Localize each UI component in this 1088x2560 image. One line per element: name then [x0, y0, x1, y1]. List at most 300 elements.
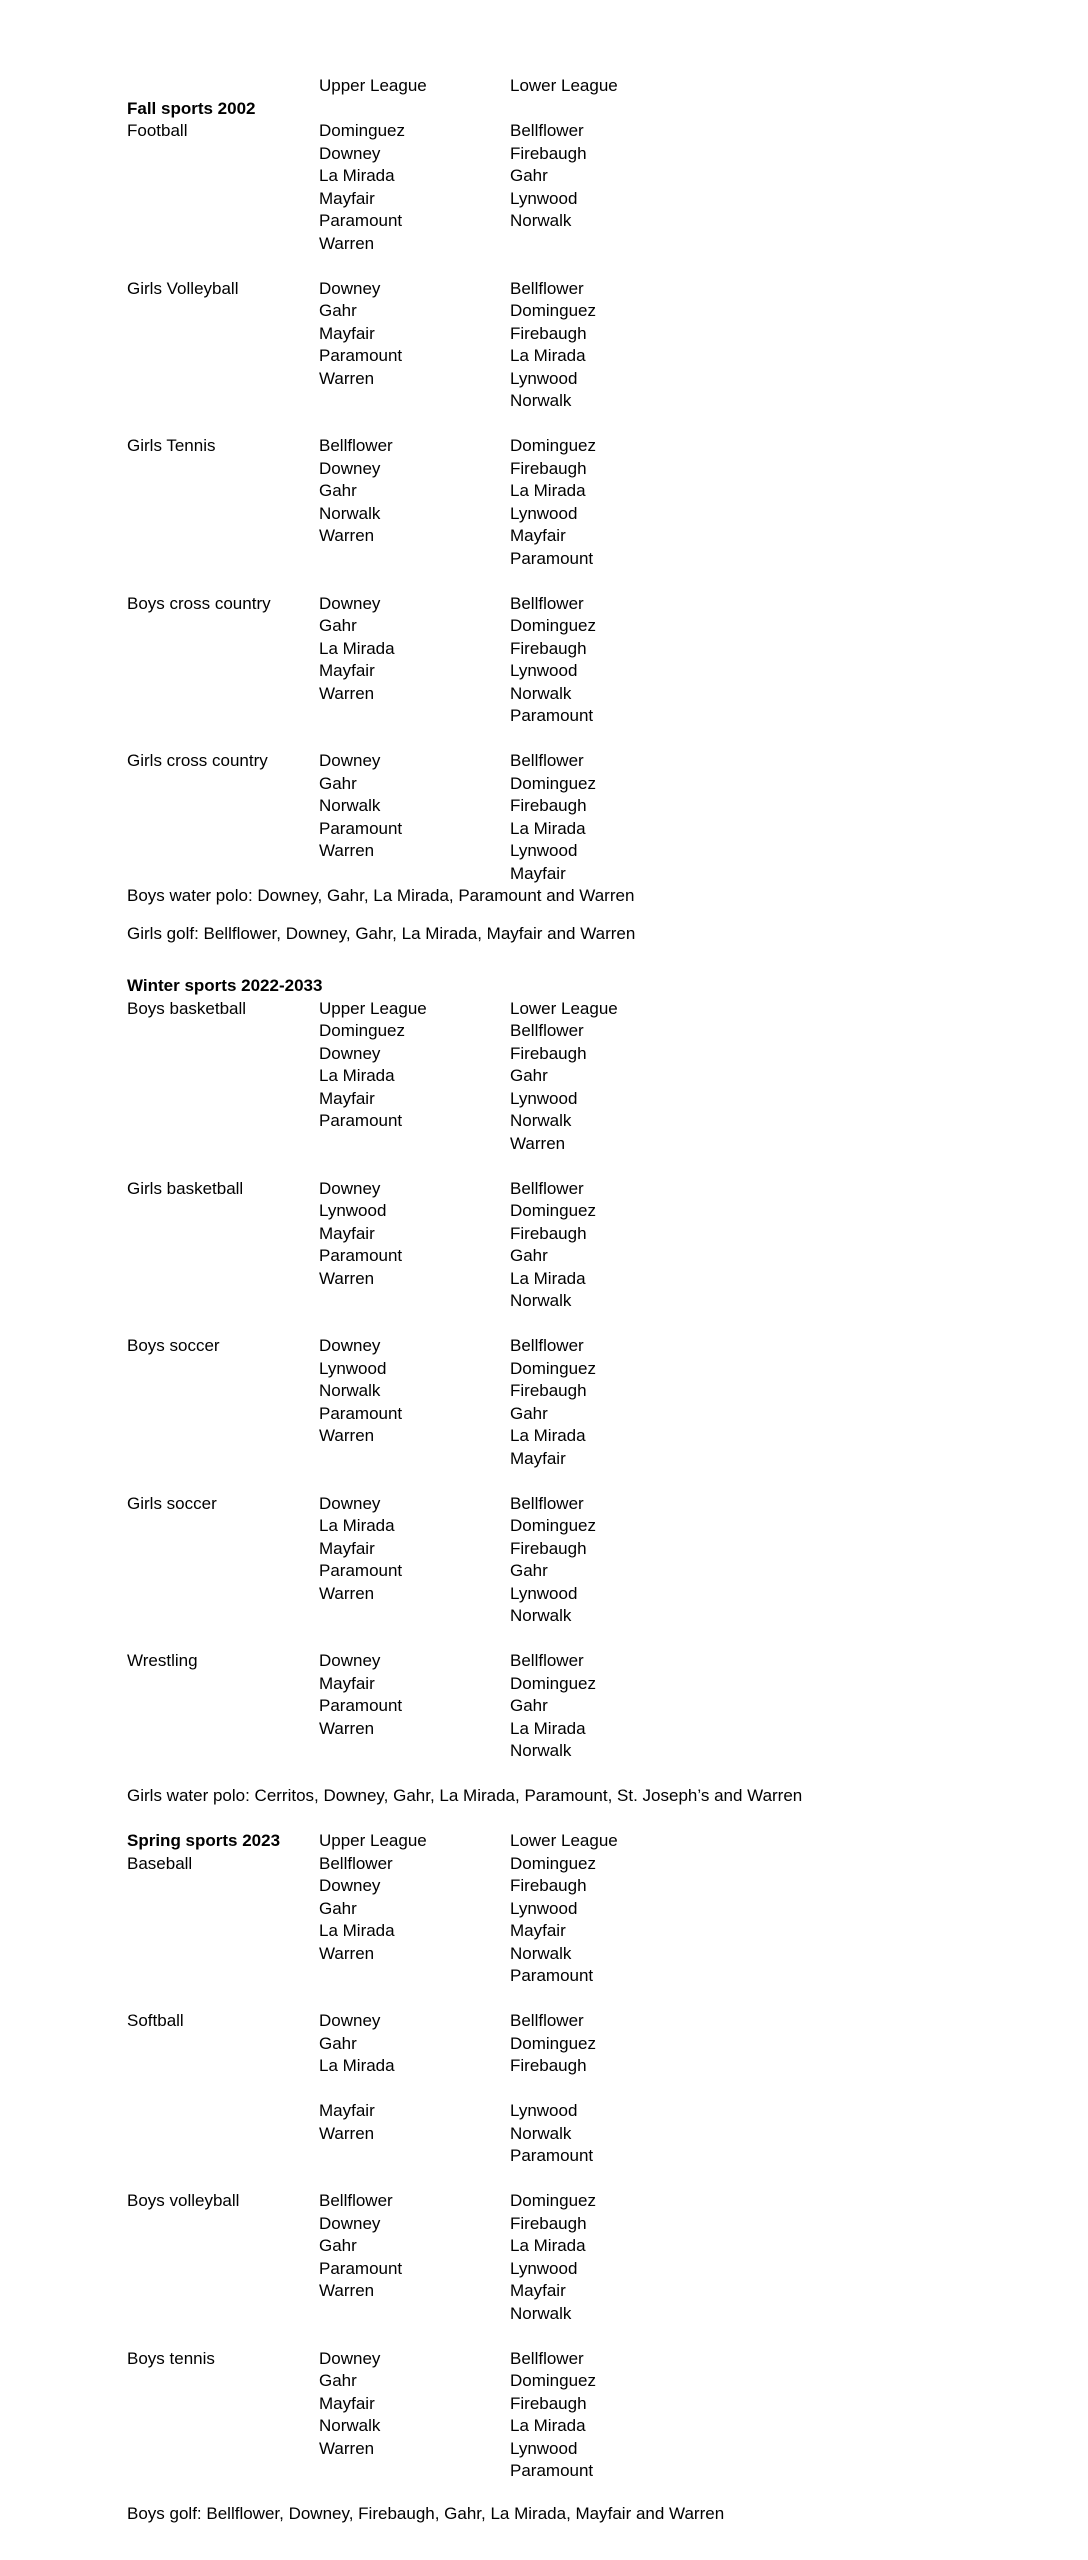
- empty-cell: [127, 2303, 319, 2326]
- empty-cell: [127, 1268, 319, 1291]
- lower-team: Norwalk: [510, 211, 572, 230]
- empty-cell: [127, 1245, 319, 1268]
- sport-name: Football: [127, 121, 188, 140]
- upper-team: Downey: [319, 751, 381, 770]
- team-row: [127, 548, 1058, 571]
- upper-team: La Mirada: [319, 1921, 395, 1940]
- empty-cell: [127, 210, 319, 233]
- empty-cell: [127, 1425, 319, 1448]
- empty-cell: [127, 390, 319, 413]
- note-line: Boys golf: Bellflower, Downey, Firebaugh, Gahr, La Mirada, Mayfair and Warren: [127, 2503, 725, 2523]
- empty-cell: [127, 2370, 319, 2393]
- upper-team: La Mirada: [319, 1516, 395, 1535]
- lower-league-header: Lower League: [510, 76, 618, 95]
- sport-name: Boys cross country: [127, 593, 271, 613]
- empty-cell: [127, 548, 319, 571]
- upper-team: Warren: [319, 841, 375, 860]
- team-row: [127, 1695, 1058, 1718]
- sport-block-girls-volleyball: [127, 278, 1058, 413]
- lower-team: La Mirada: [510, 2236, 586, 2255]
- upper-team: Gahr: [319, 2236, 357, 2255]
- team-row: [127, 1065, 1058, 1088]
- empty-cell: [127, 1200, 319, 1223]
- team-row: [127, 1965, 1058, 1988]
- upper-team: Warren: [319, 233, 375, 253]
- lower-team: Firebaugh: [510, 1876, 587, 1895]
- upper-team: Paramount: [319, 1403, 403, 1423]
- team-row: [127, 435, 1058, 458]
- empty-cell: [319, 2303, 510, 2326]
- upper-team: Norwalk: [319, 503, 381, 523]
- lower-team: Norwalk: [510, 1291, 572, 1310]
- lower-team: Dominguez: [510, 1853, 596, 1873]
- team-row: [127, 458, 1058, 481]
- section-winter-sports-2022-2033: [127, 975, 1058, 1808]
- empty-cell: [127, 1515, 319, 1538]
- lower-team: Gahr: [510, 1066, 548, 1085]
- lower-team: Firebaugh: [510, 1043, 587, 1063]
- upper-team: Downey: [319, 1493, 381, 1513]
- empty-cell: [127, 1920, 319, 1943]
- team-row: [127, 210, 1058, 233]
- empty-cell: [127, 480, 319, 503]
- team-row: [127, 683, 1058, 706]
- empty-cell: [127, 1290, 319, 1313]
- lower-team: Gahr: [510, 1561, 548, 1580]
- empty-cell: [127, 1943, 319, 1966]
- team-row: [127, 840, 1058, 863]
- empty-cell: [127, 1380, 319, 1403]
- upper-team: Warren: [319, 1583, 375, 1603]
- upper-team: Gahr: [319, 616, 357, 635]
- lower-team: Bellflower: [510, 1178, 584, 1198]
- team-row: [127, 525, 1058, 548]
- sport-name: Wrestling: [127, 1651, 198, 1670]
- upper-team: Mayfair: [319, 1088, 375, 1108]
- team-row: [127, 2213, 1058, 2236]
- empty-cell: [127, 2100, 319, 2123]
- empty-cell: [127, 1875, 319, 1898]
- empty-cell: [127, 2415, 319, 2438]
- upper-team: Paramount: [319, 1246, 403, 1265]
- empty-cell: [127, 188, 319, 211]
- team-row: [127, 863, 1058, 886]
- empty-cell: [319, 1290, 510, 1313]
- upper-team: Downey: [319, 1876, 381, 1895]
- lower-team: Norwalk: [510, 1111, 572, 1130]
- team-row: [127, 2235, 1058, 2258]
- lower-team: Dominguez: [510, 301, 596, 320]
- lower-team: Lynwood: [510, 188, 578, 208]
- team-row: [127, 1268, 1058, 1291]
- sport-block-girls-soccer: [127, 1493, 1058, 1628]
- empty-cell: [319, 390, 510, 413]
- upper-team: Downey: [319, 2011, 381, 2030]
- empty-cell: [127, 1560, 319, 1583]
- upper-team: Warren: [319, 1718, 375, 1738]
- lower-team: Bellflower: [510, 2348, 584, 2368]
- sport-name: Girls cross country: [127, 751, 268, 770]
- empty-cell: [127, 2123, 319, 2146]
- team-row: [127, 1560, 1058, 1583]
- upper-team: Downey: [319, 458, 381, 478]
- empty-cell: [127, 525, 319, 548]
- team-row: [127, 480, 1058, 503]
- upper-team: Gahr: [319, 2371, 357, 2390]
- empty-cell: [127, 233, 319, 256]
- lower-team: Firebaugh: [510, 2393, 587, 2413]
- empty-cell: [127, 1065, 319, 1088]
- team-row: [127, 1605, 1058, 1628]
- empty-cell: [127, 1020, 319, 1043]
- lower-team: Mayfair: [510, 1448, 566, 1468]
- empty-cell: [127, 2258, 319, 2281]
- upper-team: Downey: [319, 2348, 381, 2368]
- team-row: [127, 165, 1058, 188]
- team-row: [127, 705, 1058, 728]
- lower-team: Paramount: [510, 2146, 594, 2165]
- empty-cell: [127, 1673, 319, 1696]
- team-row: [127, 1425, 1058, 1448]
- team-row: [127, 1223, 1058, 1246]
- lower-team: Dominguez: [510, 2371, 596, 2390]
- upper-team: Mayfair: [319, 1673, 375, 1693]
- upper-team: Downey: [319, 278, 381, 298]
- upper-team: Lynwood: [319, 1358, 387, 1378]
- empty-cell: [127, 1448, 319, 1471]
- team-row: [127, 1088, 1058, 1111]
- empty-cell: [127, 1358, 319, 1381]
- lower-team: Norwalk: [510, 1606, 572, 1625]
- empty-cell: [319, 705, 510, 728]
- empty-cell: [127, 323, 319, 346]
- lower-team: Gahr: [510, 1696, 548, 1715]
- empty-cell: [127, 1088, 319, 1111]
- sport-name: Softball: [127, 2011, 184, 2030]
- team-row: [127, 2190, 1058, 2213]
- empty-cell: [127, 143, 319, 166]
- sport-block-baseball: [127, 1853, 1058, 1988]
- empty-cell: [127, 863, 319, 886]
- lower-team: La Mirada: [510, 1268, 586, 1288]
- sport-block-girls-basketball: [127, 1178, 1058, 1313]
- team-row: [127, 773, 1058, 796]
- lower-team: Dominguez: [510, 2191, 596, 2210]
- team-row: [127, 638, 1058, 661]
- empty-cell: [127, 345, 319, 368]
- lower-league-header: Lower League: [510, 1831, 618, 1850]
- upper-team: Norwalk: [319, 796, 381, 815]
- team-row: [127, 1898, 1058, 1921]
- upper-team: Warren: [319, 683, 375, 703]
- sport-block-boys-cross-country: [127, 593, 1058, 728]
- team-row: [127, 1853, 1058, 1876]
- empty-cell: [319, 548, 510, 571]
- team-row: [127, 1718, 1058, 1741]
- upper-team: Mayfair: [319, 1538, 375, 1558]
- upper-team: La Mirada: [319, 2056, 395, 2075]
- empty-cell: [127, 1605, 319, 1628]
- lower-team: La Mirada: [510, 818, 586, 838]
- lower-team: Warren: [510, 1133, 566, 1153]
- lower-team: Lynwood: [510, 368, 578, 388]
- lower-team: Paramount: [510, 1966, 594, 1985]
- empty-cell: [127, 1133, 319, 1156]
- empty-cell: [127, 1898, 319, 1921]
- sport-block-softball: [127, 2010, 1058, 2168]
- empty-cell: [127, 773, 319, 796]
- lower-team: Bellflower: [510, 593, 584, 613]
- lower-team: Gahr: [510, 1403, 548, 1423]
- team-row: [127, 2393, 1058, 2416]
- team-row: [127, 1133, 1058, 1156]
- sport-name: Baseball: [127, 1853, 193, 1873]
- empty-cell: [127, 1110, 319, 1133]
- team-row: [127, 2123, 1058, 2146]
- empty-cell: [127, 1965, 319, 1988]
- section-title-row: [127, 98, 1058, 121]
- lower-team: Paramount: [510, 706, 594, 725]
- team-row: [127, 1403, 1058, 1426]
- team-row: [127, 1943, 1058, 1966]
- empty-cell: [127, 1223, 319, 1246]
- upper-team: Paramount: [319, 2258, 403, 2278]
- sport-block-boys-tennis: [127, 2348, 1058, 2483]
- empty-cell: [319, 975, 510, 998]
- empty-cell: [127, 1583, 319, 1606]
- upper-team: Mayfair: [319, 1223, 375, 1243]
- upper-team: Warren: [319, 526, 375, 545]
- team-row: [127, 1740, 1058, 1763]
- empty-cell: [127, 1403, 319, 1426]
- team-row: [127, 660, 1058, 683]
- upper-team: Bellflower: [319, 2191, 393, 2210]
- lower-team: Dominguez: [510, 1516, 596, 1535]
- empty-cell: [127, 2460, 319, 2483]
- upper-team: Paramount: [319, 1561, 403, 1580]
- lower-team: Lynwood: [510, 1898, 578, 1918]
- lower-team: Dominguez: [510, 1201, 596, 1220]
- empty-cell: [127, 1695, 319, 1718]
- upper-team: Downey: [319, 1336, 381, 1355]
- upper-team: Downey: [319, 593, 381, 613]
- lower-team: Lynwood: [510, 1583, 578, 1603]
- section-title: Fall sports 2002: [127, 98, 256, 118]
- lower-league-header: Lower League: [510, 998, 618, 1018]
- note-line: Girls water polo: Cerritos, Downey, Gahr, La Mirada, Paramount, St. Joseph’s and Warren: [127, 1786, 803, 1805]
- upper-team: Gahr: [319, 481, 357, 500]
- team-row: [127, 1200, 1058, 1223]
- empty-cell: [127, 2078, 319, 2101]
- upper-team: Norwalk: [319, 2416, 381, 2435]
- lower-team: Lynwood: [510, 2438, 578, 2458]
- upper-league-header: Upper League: [319, 76, 427, 95]
- empty-cell: [510, 233, 1058, 256]
- team-row: [127, 300, 1058, 323]
- upper-team: Paramount: [319, 211, 403, 230]
- blank-row: [127, 2078, 1058, 2101]
- section-fall-sports-2002: [127, 75, 1058, 945]
- note-line: Boys water polo: Downey, Gahr, La Mirada, Paramount and Warren: [127, 886, 635, 905]
- empty-cell: [127, 2280, 319, 2303]
- sport-name: Girls basketball: [127, 1178, 244, 1198]
- team-row: [127, 323, 1058, 346]
- section-title: Winter sports 2022-2033: [127, 976, 323, 995]
- team-row: [127, 1245, 1058, 1268]
- lower-team: Bellflower: [510, 1021, 584, 1040]
- empty-cell: [127, 2145, 319, 2168]
- empty-cell: [127, 615, 319, 638]
- upper-team: Warren: [319, 2438, 375, 2458]
- empty-cell: [127, 458, 319, 481]
- lower-team: La Mirada: [510, 346, 586, 365]
- team-row: [127, 2438, 1058, 2461]
- upper-team: Downey: [319, 2213, 381, 2233]
- empty-cell: [510, 98, 1058, 121]
- team-row: [127, 2145, 1058, 2168]
- lower-team: Dominguez: [510, 1358, 596, 1378]
- upper-team: Gahr: [319, 773, 357, 793]
- sport-name: Girls Volleyball: [127, 278, 239, 298]
- upper-team: Warren: [319, 1426, 375, 1445]
- upper-team: Bellflower: [319, 436, 393, 455]
- team-row: [127, 1043, 1058, 1066]
- lower-team: Norwalk: [510, 683, 572, 703]
- sport-block-football: [127, 120, 1058, 255]
- upper-team: Downey: [319, 143, 381, 163]
- upper-league-header: Upper League: [319, 998, 427, 1018]
- team-row: [127, 233, 1058, 256]
- upper-team: Lynwood: [319, 1201, 387, 1220]
- lower-team: Norwalk: [510, 1943, 572, 1963]
- empty-cell: [127, 2213, 319, 2236]
- empty-cell: [319, 863, 510, 886]
- team-row: [127, 2033, 1058, 2056]
- lower-team: Norwalk: [510, 391, 572, 410]
- empty-cell: [127, 795, 319, 818]
- sport-block-girls-tennis: [127, 435, 1058, 570]
- team-row: [127, 818, 1058, 841]
- team-row: [127, 1110, 1058, 1133]
- sport-header-row: [127, 998, 1058, 1021]
- lower-team: Lynwood: [510, 841, 578, 860]
- lower-team: La Mirada: [510, 481, 586, 500]
- empty-cell: [127, 2235, 319, 2258]
- sport-name: Girls Tennis: [127, 436, 216, 455]
- lower-team: Gahr: [510, 166, 548, 185]
- upper-team: Paramount: [319, 818, 403, 838]
- team-row: [127, 1875, 1058, 1898]
- lower-team: Bellflower: [510, 1493, 584, 1513]
- upper-team: Mayfair: [319, 2393, 375, 2413]
- upper-team: Mayfair: [319, 2101, 375, 2120]
- upper-team: Gahr: [319, 1898, 357, 1918]
- lower-team: Paramount: [510, 548, 594, 568]
- empty-cell: [127, 300, 319, 323]
- empty-cell: [319, 1133, 510, 1156]
- section-spring-sports-2023: [127, 1830, 1058, 2525]
- empty-cell: [127, 368, 319, 391]
- empty-cell: [319, 2145, 510, 2168]
- lower-team: Mayfair: [510, 863, 566, 883]
- team-row: [127, 143, 1058, 166]
- empty-cell: [127, 2033, 319, 2056]
- lower-team: Paramount: [510, 2461, 594, 2480]
- lower-team: Dominguez: [510, 436, 596, 455]
- league-header-row: [127, 75, 1058, 98]
- lower-team: La Mirada: [510, 1426, 586, 1445]
- upper-team: La Mirada: [319, 166, 395, 185]
- empty-cell: [127, 2055, 319, 2078]
- lower-team: Norwalk: [510, 1741, 572, 1760]
- team-row: [127, 390, 1058, 413]
- lower-team: Firebaugh: [510, 638, 587, 658]
- lower-team: Firebaugh: [510, 2056, 587, 2075]
- empty-cell: [127, 1043, 319, 1066]
- team-row: [127, 2100, 1058, 2123]
- sport-block-girls-cross-country: [127, 750, 1058, 885]
- upper-team: Mayfair: [319, 188, 375, 208]
- note-line: Girls golf: Bellflower, Downey, Gahr, La Mirada, Mayfair and Warren: [127, 923, 636, 943]
- lower-team: Bellflower: [510, 278, 584, 298]
- upper-team: Mayfair: [319, 661, 375, 680]
- team-row: [127, 278, 1058, 301]
- upper-team: Dominguez: [319, 121, 405, 140]
- team-row: [127, 503, 1058, 526]
- lower-team: Dominguez: [510, 616, 596, 635]
- team-row: [127, 750, 1058, 773]
- empty-cell: [127, 840, 319, 863]
- sport-name: Boys soccer: [127, 1336, 220, 1355]
- lower-team: Bellflower: [510, 2011, 584, 2030]
- lower-team: Gahr: [510, 1246, 548, 1265]
- empty-cell: [319, 2460, 510, 2483]
- team-row: [127, 1920, 1058, 1943]
- empty-cell: [127, 638, 319, 661]
- empty-cell: [319, 2078, 510, 2101]
- upper-team: Mayfair: [319, 323, 375, 343]
- empty-cell: [127, 818, 319, 841]
- empty-cell: [127, 705, 319, 728]
- team-row: [127, 1493, 1058, 1516]
- team-row: [127, 120, 1058, 143]
- upper-team: Dominguez: [319, 1021, 405, 1040]
- section-title-row: [127, 975, 1058, 998]
- empty-cell: [319, 98, 510, 121]
- team-row: [127, 2303, 1058, 2326]
- upper-team: Warren: [319, 1943, 375, 1963]
- lower-team: Mayfair: [510, 1921, 566, 1940]
- empty-cell: [127, 2438, 319, 2461]
- lower-team: Dominguez: [510, 2033, 596, 2053]
- lower-team: Firebaugh: [510, 143, 587, 163]
- sport-block-boys-soccer: [127, 1335, 1058, 1470]
- empty-cell: [127, 1740, 319, 1763]
- lower-team: Firebaugh: [510, 1223, 587, 1243]
- lower-team: Bellflower: [510, 1336, 584, 1355]
- team-row: [127, 795, 1058, 818]
- lower-team: Lynwood: [510, 2258, 578, 2278]
- team-row: [127, 1335, 1058, 1358]
- team-row: [127, 1538, 1058, 1561]
- upper-team: Paramount: [319, 1696, 403, 1715]
- upper-team: Warren: [319, 1268, 375, 1288]
- lower-team: Bellflower: [510, 1651, 584, 1670]
- team-row: [127, 2348, 1058, 2371]
- lower-team: Lynwood: [510, 503, 578, 523]
- upper-team: Norwalk: [319, 1381, 381, 1400]
- empty-cell: [319, 1605, 510, 1628]
